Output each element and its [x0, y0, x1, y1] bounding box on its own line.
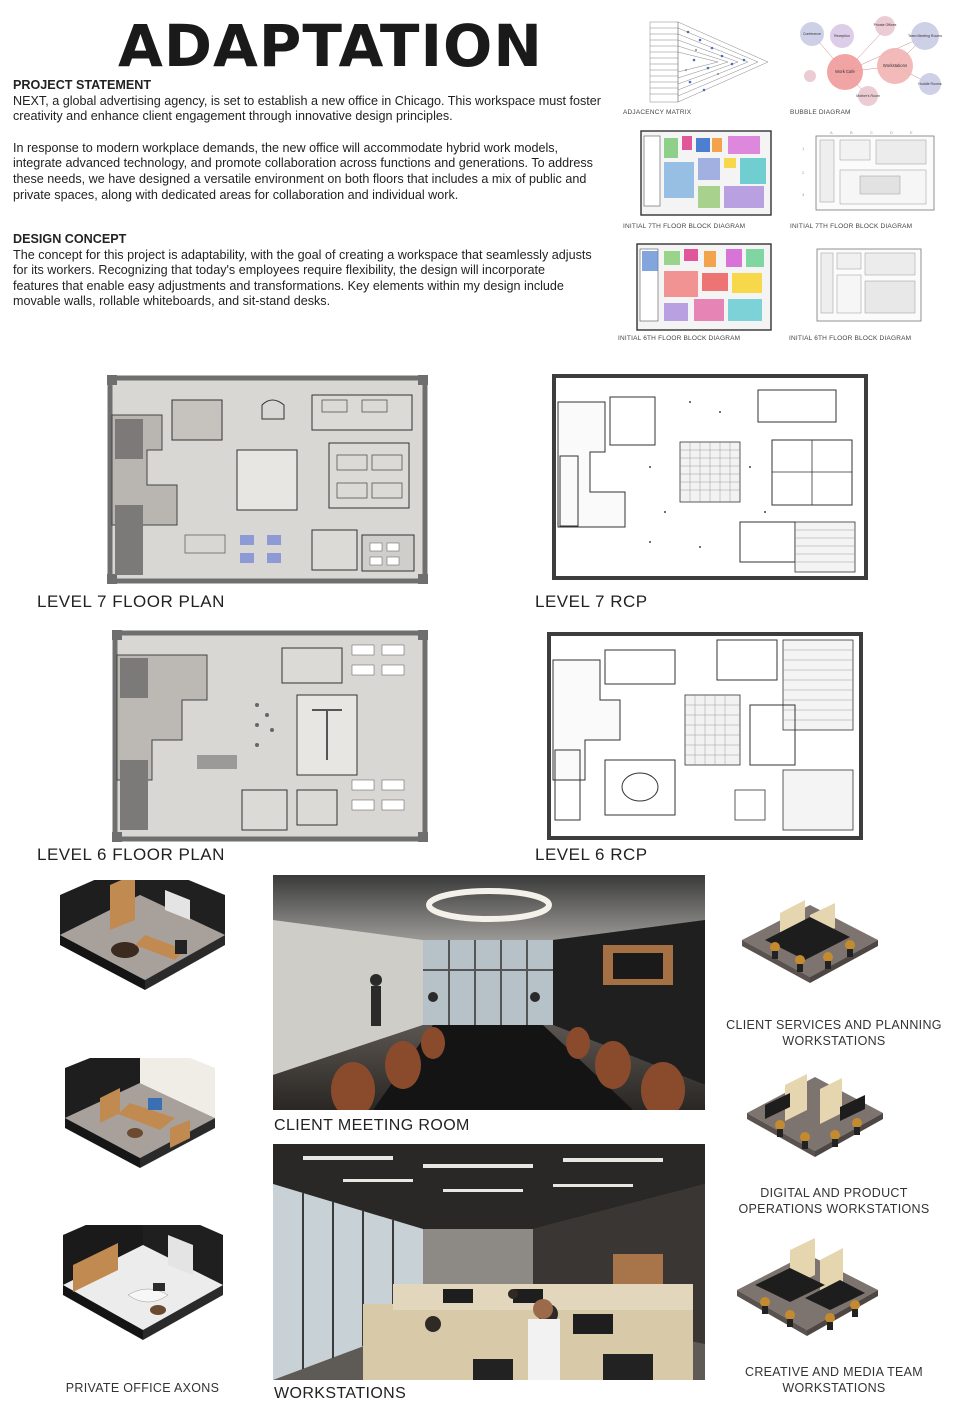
svg-text:E: E	[910, 130, 913, 135]
block-diagram-6b-caption: INITIAL 6TH FLOOR BLOCK DIAGRAM	[789, 335, 912, 342]
bubble-label-workstations: Workstations	[882, 63, 908, 68]
level-7-rcp	[550, 372, 870, 582]
client-services-workstation-axon	[740, 885, 880, 990]
project-statement-para-1: NEXT, a global advertising agency, is set to establish a new office in Chicago. This workspace must foster creativity and enhance client engagement through innovative design principles.	[13, 93, 602, 124]
bubble-diagram-caption: BUBBLE DIAGRAM	[790, 109, 851, 116]
svg-text:B: B	[850, 130, 853, 135]
bubble-label-reception: Reception	[834, 34, 850, 38]
svg-text:2: 2	[802, 170, 805, 175]
bubble-diagram	[790, 14, 950, 110]
design-concept-heading: DESIGN CONCEPT	[13, 232, 127, 246]
creative-media-workstation-axon	[735, 1230, 880, 1350]
bubble-label-conference: Conference	[802, 32, 822, 36]
svg-text:C: C	[870, 130, 873, 135]
level-7-floor-plan	[107, 375, 428, 584]
block-diagram-6-caption: INITIAL 6TH FLOOR BLOCK DIAGRAM	[618, 335, 741, 342]
digital-product-caption	[720, 1185, 948, 1217]
digital-product-workstation-axon	[745, 1055, 885, 1170]
bubble-label-team: Team Meeting Rooms	[907, 34, 943, 38]
adjacency-matrix-diagram	[648, 20, 778, 105]
block-diagram-7th-color	[640, 130, 772, 216]
block-diagram-6th-gray	[815, 245, 925, 325]
design-concept-para: The concept for this project is adaptability, with the goal of creating a workspace that seamlessly adjusts for its workers. Recognizing that today's employees require flexibility, the design will incorporate features that enable easy adjustments and transformations. Key elements within my design include movable walls, rollable whiteboards, and sit-stand desks.	[13, 247, 592, 309]
creative-media-caption-line-1: CREATIVE AND MEDIA TEAM	[745, 1365, 923, 1379]
bubble-label-workcafe: Work Cafe	[835, 69, 855, 74]
client-services-caption-line-2: WORKSTATIONS	[782, 1034, 886, 1048]
level-6-floor-plan	[112, 630, 428, 842]
design-concept	[13, 232, 613, 310]
client-services-caption	[720, 1017, 948, 1049]
block-diagram-7-caption: INITIAL 7TH FLOOR BLOCK DIAGRAM	[623, 223, 746, 230]
level-6-floor-plan-label: LEVEL 6 FLOOR PLAN	[37, 845, 225, 864]
page-title: ADAPTATION	[118, 12, 543, 80]
bubble-label-huddle: Huddle Rooms	[918, 82, 942, 86]
level-6-rcp	[545, 630, 865, 842]
project-statement	[13, 78, 613, 203]
private-office-axon-1	[55, 880, 230, 1020]
svg-text:3: 3	[802, 192, 805, 197]
creative-media-caption-line-2: WORKSTATIONS	[782, 1381, 886, 1395]
level-6-rcp-label: LEVEL 6 RCP	[535, 845, 648, 864]
level-7-floor-plan-label: LEVEL 7 FLOOR PLAN	[37, 592, 225, 611]
client-meeting-room-caption: CLIENT MEETING ROOM	[274, 1117, 470, 1134]
block-diagram-6th-color	[636, 243, 772, 331]
digital-product-caption-line-2: OPERATIONS WORKSTATIONS	[738, 1202, 930, 1216]
block-diagram-7th-gray	[800, 130, 940, 216]
svg-text:A: A	[830, 130, 833, 135]
private-office-axons-caption: PRIVATE OFFICE AXONS	[65, 1381, 220, 1395]
project-statement-heading: PROJECT STATEMENT	[13, 78, 152, 92]
client-meeting-room-render	[273, 875, 705, 1110]
private-office-axon-3	[58, 1225, 228, 1370]
svg-text:1: 1	[802, 146, 805, 151]
block-diagram-7b-caption: INITIAL 7TH FLOOR BLOCK DIAGRAM	[790, 223, 913, 230]
workstations-render	[273, 1144, 705, 1380]
level-7-rcp-label: LEVEL 7 RCP	[535, 592, 648, 611]
bubble-label-mother: Mother's Room	[856, 94, 880, 98]
creative-media-caption	[720, 1364, 948, 1396]
project-statement-para-2: In response to modern workplace demands, the new office will accommodate hybrid work models, integrate advanced technology, and promote collaboration across functions and generations. To address these needs, we have designed a versatile environment on both floors that includes a mix of public and private spaces, along with dedicated areas for collaboration and individual work.	[13, 140, 593, 202]
private-office-axon-2	[60, 1058, 220, 1183]
adjacency-matrix-caption: ADJACENCY MATRIX	[623, 109, 692, 116]
workstations-caption: WORKSTATIONS	[274, 1385, 407, 1402]
client-services-caption-line-1: CLIENT SERVICES AND PLANNING	[726, 1018, 942, 1032]
digital-product-caption-line-1: DIGITAL AND PRODUCT	[760, 1186, 908, 1200]
bubble-label-private: Private Offices	[873, 23, 897, 27]
svg-text:D: D	[890, 130, 893, 135]
